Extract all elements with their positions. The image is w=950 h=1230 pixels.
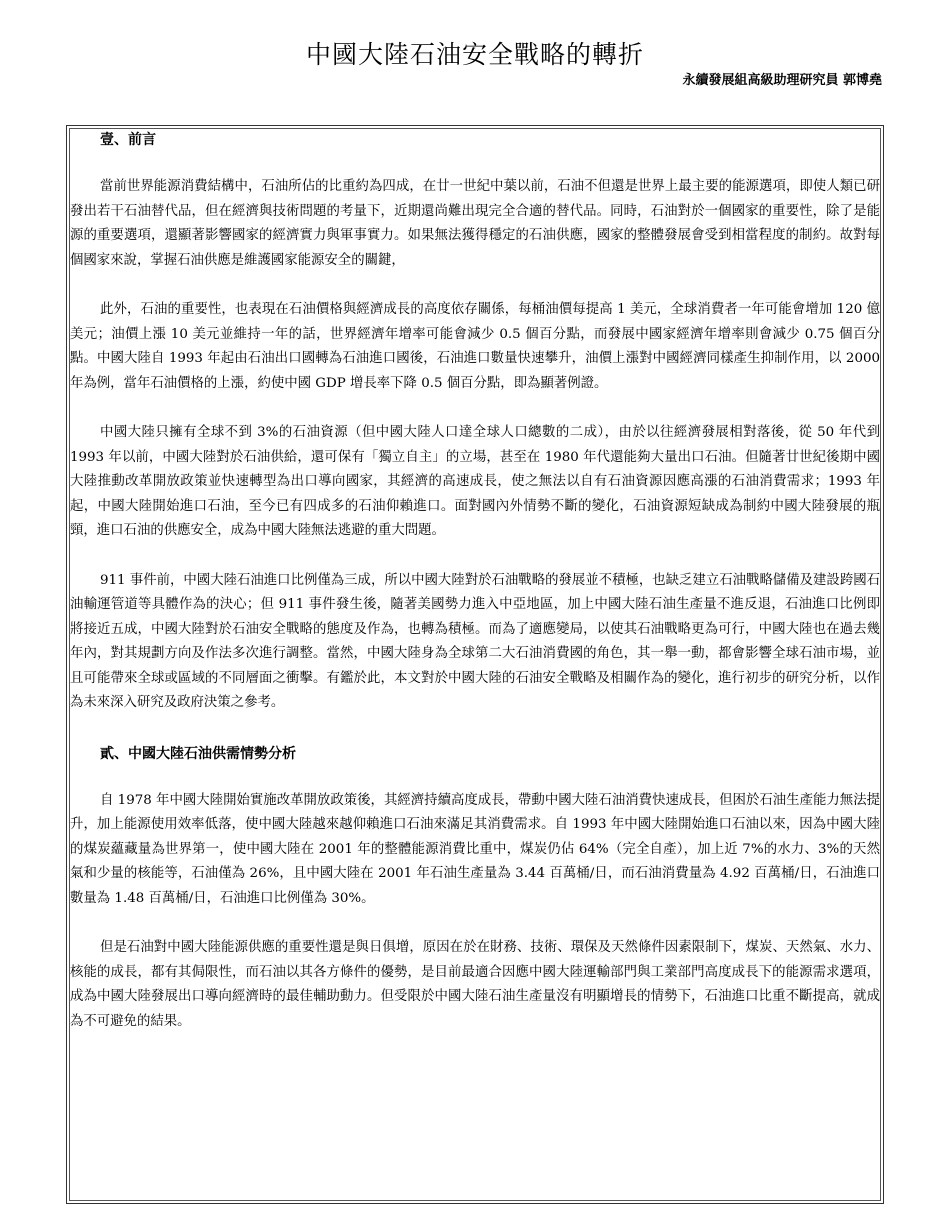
paragraph: 911 事件前，中國大陸石油進口比例僅為三成，所以中國大陸對於石油戰略的發展並不積極，也缺乏建立石油戰略儲備及建設跨國石油輸運管道等具體作為的決心；但 911 事件發生後，隨著美國勢力進入中亞地區，加上中國大陸石油生產量不進反退，石油進口比例即將接近五成，中國大陸對於石油安全戰略的態度及作為，也轉為積極。而為了適應變局，以使其石油戰略更為可行，中國大陸也在過去幾年內，對其規劃方向及作法多次進行調整。當然，中國大陸身為全球第二大石油消費國的角色，其一舉一動，都會影響全球石油市場，並且可能帶來全球或區域的不同層面之衝擊。有鑑於此，本文對於中國大陸的石油安全戰略及相關作為的變化，進行初步的研究分析，以作為未來深入研究及政府決策之參考。	[70, 572, 880, 710]
document-title: 中國大陸石油安全戰略的轉折	[305, 40, 644, 69]
paragraph: 當前世界能源消費結構中，石油所佔的比重約為四成，在廿一世紀中葉以前，石油不但還是世界上最主要的能源選項，即使人類已研發出若干石油替代品，但在經濟與技術問題的考量下，近期還尚難出現完全合適的替代品。同時，石油對於一個國家的重要性，除了是能源的重要選項，還顯著影響國家的經濟實力與軍事實力。如果無法獲得穩定的石油供應，國家的整體發展會受到相當程度的制約。故對每個國家來說，掌握石油供應是維護國家能源安全的關鍵，	[70, 179, 880, 268]
paragraph: 但是石油對中國大陸能源供應的重要性還是與日俱增，原因在於在財務、技術、環保及天然條件因素限制下，煤炭、天然氣、水力、核能的成長，都有其侷限性，而石油以其各方條件的優勢，是目前最適合因應中國大陸運輸部門與工業部門高度成長下的能源需求選項，成為中國大陸發展出口導向經濟時的最佳輔助動力。但受限於中國大陸石油生產量沒有明顯增長的情勢下，石油進口比重不斷提高，就成為不可避免的結果。	[70, 940, 880, 1029]
paragraph: 自 1978 年中國大陸開始實施改革開放政策後，其經濟持續高度成長，帶動中國大陸石油消費快速成長，但困於石油生產能力無法提升，加上能源使用效率低落，使中國大陸越來越仰賴進口石油來滿足其消費需求。自 1993 年中國大陸開始進口石油以來，因為中國大陸的煤炭蘊藏量為世界第一，使中國大陸在 2001 年的整體能源消費比重中，煤炭仍佔 64%（完全自產），加上近 7%的水力、3%的天然氣和少量的核能等，石油僅為 26%，且中國大陸在 2001 年石油生產量為 3.44 百萬桶/日，而石油消費量為 4.92 百萬桶/日，石油進口數量為 1.48 百萬桶/日，石油進口比例僅為 30%。	[70, 792, 880, 906]
author-line: 永續發展組高級助理研究員 郭博堯	[682, 73, 882, 88]
section-heading-supply-demand: 貳、中國大陸石油供需情勢分析	[100, 745, 296, 762]
document-body	[70, 127, 880, 1034]
paragraph: 此外，石油的重要性，也表現在石油價格與經濟成長的高度依存關係，每桶油價每提高 1 美元，全球消費者一年可能會增加 120 億美元；油價上漲 10 美元並維持一年的話，世界經濟年增率可能會減少 0.5 個百分點，而發展中國家經濟年增率則會減少 0.75 個百分點。中國大陸自 1993 年起由石油出口國轉為石油進口國後，石油進口數量快速攀升，油價上漲對中國經濟同樣產生抑制作用，以 2000 年為例，當年石油價格的上漲，約使中國 GDP 增長率下降 0.5 個百分點，即為顯著例證。	[70, 302, 880, 391]
paragraph: 中國大陸只擁有全球不到 3%的石油資源（但中國大陸人口達全球人口總數的二成），由於以往經濟發展相對落後，從 50 年代到 1993 年以前，中國大陸對於石油供給，還可保有「獨立自主」的立場，甚至在 1980 年代還能夠大量出口石油。但隨著廿世紀後期中國大陸推動改革開放政策並快速轉型為出口導向國家，其經濟的高速成長，使之無法以自有石油資源因應高漲的石油消費需求；1993 年起，中國大陸開始進口石油，至今已有四成多的石油仰賴進口。面對國內外情勢不斷的變化，石油資源短缺成為制約中國大陸發展的瓶頸，進口石油的供應安全，成為中國大陸無法逃避的重大問題。	[70, 425, 880, 538]
section-heading-preface: 壹、前言	[100, 132, 156, 148]
